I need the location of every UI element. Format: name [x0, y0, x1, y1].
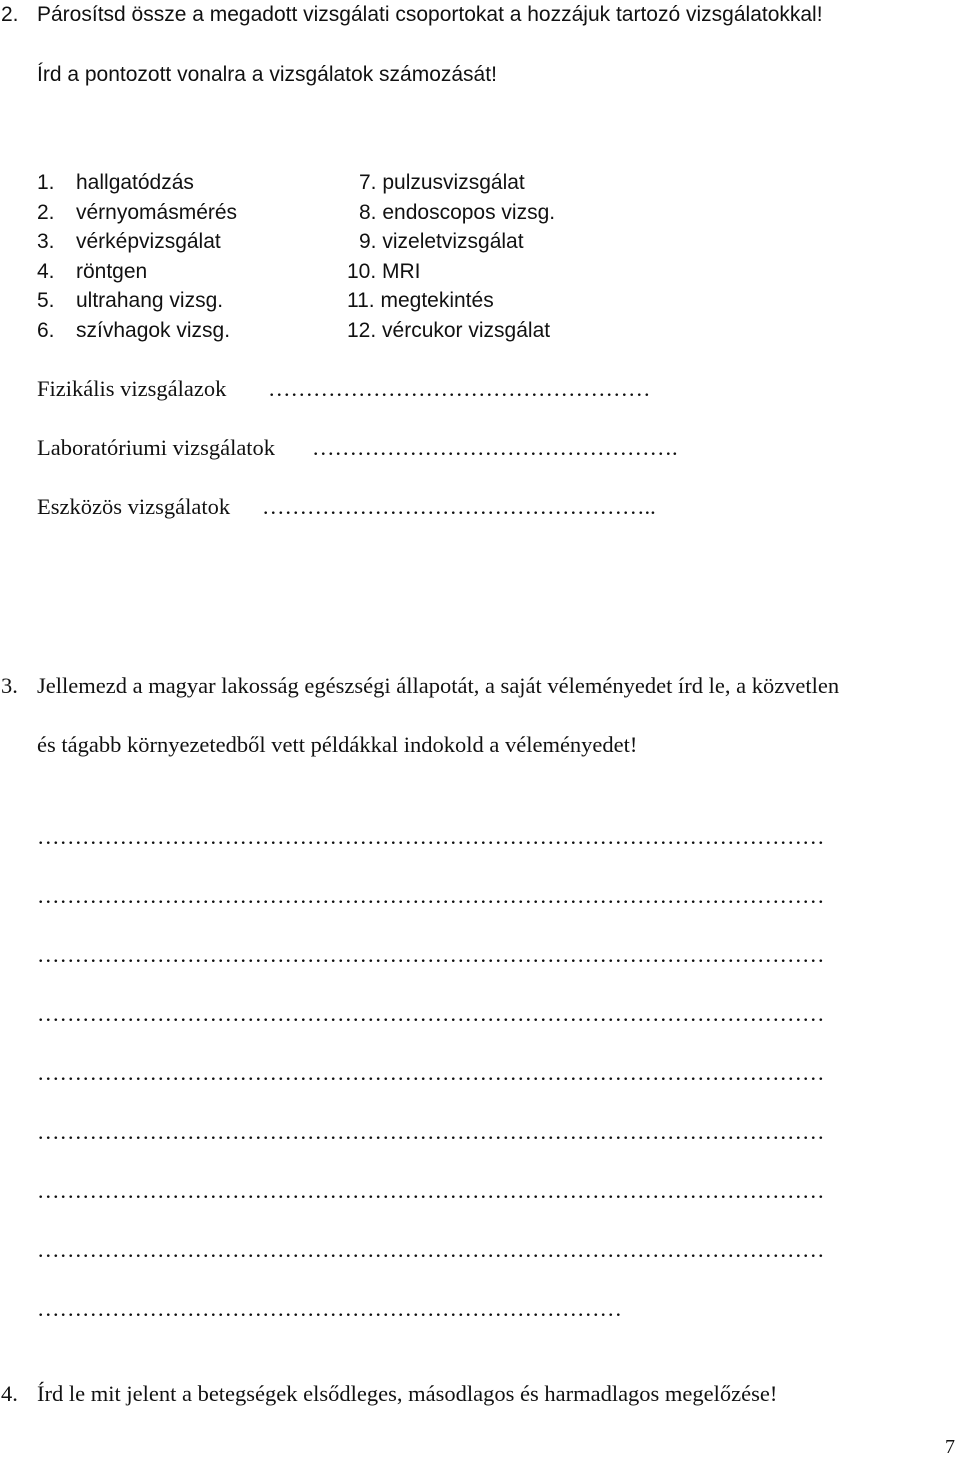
group-label-physical: Fizikális vizsgálazok: [37, 376, 227, 401]
left-item-number: 2.: [37, 201, 55, 224]
answer-line[interactable]: ……………………………………………………………………………………………: [37, 1119, 825, 1144]
q2-number: 2.: [1, 3, 19, 26]
right-item: 7. pulzusvizsgálat: [359, 171, 525, 194]
group-label-laboratory: Laboratóriumi vizsgálatok: [37, 435, 276, 460]
left-item-label: ultrahang vizsg.: [76, 289, 224, 312]
left-item-label: szívhagok vizsg.: [76, 319, 231, 342]
left-item-label: röntgen: [76, 260, 148, 283]
q3-text-line1: Jellemezd a magyar lakosság egészségi állapotát, a saját véleményedet írd le, a közvetlen: [37, 673, 840, 698]
group-label-instrumental: Eszközös vizsgálatok: [37, 494, 231, 519]
q4-text: Írd le mit jelent a betegségek elsődleges, másodlagos és harmadlagos megelőzése!: [37, 1381, 778, 1406]
right-item: 10. MRI: [347, 260, 421, 283]
group-answer-line-physical[interactable]: ……………………………………………: [268, 376, 651, 401]
left-item-number: 1.: [37, 171, 55, 194]
answer-line[interactable]: ……………………………………………………………………: [37, 1296, 622, 1321]
left-item-number: 6.: [37, 319, 55, 342]
right-item: 9. vizeletvizsgálat: [359, 230, 524, 253]
q3-text-line2: és tágabb környezetedből vett példákkal indokold a véleményedet!: [37, 732, 638, 757]
left-item-number: 5.: [37, 289, 55, 312]
q4-number: 4.: [1, 1381, 18, 1406]
q2-subtitle: Írd a pontozott vonalra a vizsgálatok számozását!: [37, 63, 497, 86]
left-item-label: vérképvizsgálat: [76, 230, 221, 253]
answer-line[interactable]: ……………………………………………………………………………………………: [37, 1001, 825, 1026]
answer-line[interactable]: ……………………………………………………………………………………………: [37, 942, 825, 967]
group-answer-line-laboratory[interactable]: ………………………………………….: [312, 435, 678, 460]
left-item-label: vérnyomásmérés: [76, 201, 238, 224]
left-item-number: 4.: [37, 260, 55, 283]
right-item: 8. endoscopos vizsg.: [359, 201, 556, 224]
left-item-number: 3.: [37, 230, 55, 253]
left-item-label: hallgatódzás: [76, 171, 194, 194]
answer-line[interactable]: ……………………………………………………………………………………………: [37, 1060, 825, 1085]
answer-line[interactable]: ……………………………………………………………………………………………: [37, 883, 825, 908]
answer-line[interactable]: ……………………………………………………………………………………………: [37, 1237, 825, 1262]
right-item: 12. vércukor vizsgálat: [347, 319, 551, 342]
answer-line[interactable]: ……………………………………………………………………………………………: [37, 824, 825, 849]
q2-title: Párosítsd össze a megadott vizsgálati csoportokat a hozzájuk tartozó vizsgálatokkal!: [37, 3, 823, 26]
group-answer-line-instrumental[interactable]: ……………………………………………..: [262, 494, 656, 519]
page-number: 7: [945, 1436, 955, 1458]
q3-number: 3.: [1, 673, 18, 698]
answer-line[interactable]: ……………………………………………………………………………………………: [37, 1178, 825, 1203]
right-item: 11. megtekintés: [347, 289, 494, 312]
